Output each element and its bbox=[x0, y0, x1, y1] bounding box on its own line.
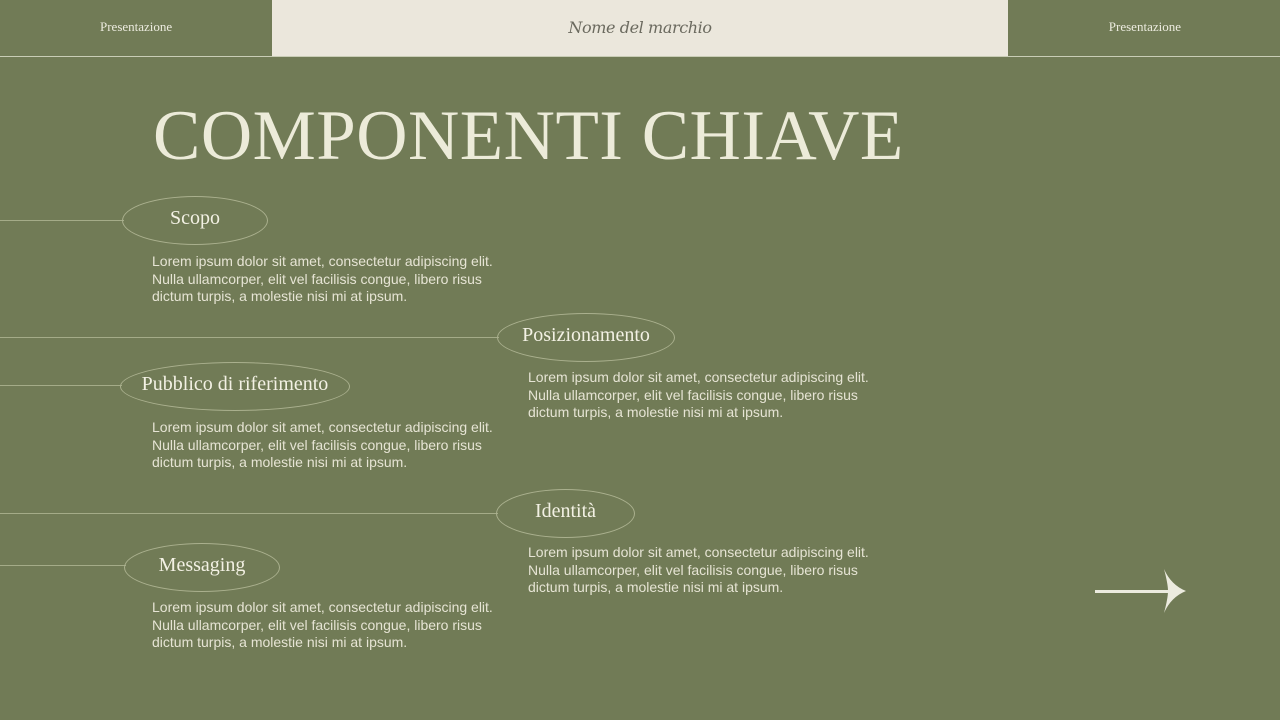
pill-messaging bbox=[124, 543, 280, 592]
connector-line-pubblico bbox=[0, 385, 122, 386]
connector-line-scopo bbox=[0, 220, 124, 221]
page-title: COMPONENTI CHIAVE bbox=[153, 97, 904, 175]
section-label-scopo: Scopo bbox=[170, 206, 220, 229]
section-label-posizionamento: Posizionamento bbox=[522, 323, 650, 346]
pill-scopo bbox=[122, 196, 268, 245]
brand-box bbox=[272, 0, 1008, 56]
section-text-identita: Lorem ipsum dolor sit amet, consectetur adipiscing elit. Nulla ullamcorper, elit vel facilisis congue, libero risus dictum turpis, a molestie nisi mi at ipsum. bbox=[528, 544, 869, 595]
pill-posizionamento bbox=[497, 313, 675, 362]
pill-pubblico bbox=[120, 362, 350, 411]
section-text-posizionamento: Lorem ipsum dolor sit amet, consectetur adipiscing elit. Nulla ullamcorper, elit vel facilisis congue, libero risus dictum turpis, a molestie nisi mi at ipsum. bbox=[528, 369, 869, 420]
connector-line-messaging bbox=[0, 565, 126, 566]
section-label-messaging: Messaging bbox=[158, 553, 246, 576]
section-text-pubblico: Lorem ipsum dolor sit amet, consectetur adipiscing elit. Nulla ullamcorper, elit vel facilisis congue, libero risus dictum turpis, a molestie nisi mi at ipsum. bbox=[152, 419, 493, 470]
arrow-right-icon bbox=[1094, 567, 1190, 615]
section-label-identita: Identità bbox=[534, 499, 597, 522]
section-text-messaging: Lorem ipsum dolor sit amet, consectetur adipiscing elit. Nulla ullamcorper, elit vel facilisis congue, libero risus dictum turpis, a molestie nisi mi at ipsum. bbox=[152, 599, 493, 650]
header-divider bbox=[0, 56, 1280, 57]
section-label-pubblico: Pubblico di riferimento bbox=[141, 372, 329, 395]
header-right-label: Presentazione bbox=[1108, 19, 1181, 34]
brand-name: Nome del marchio bbox=[568, 18, 712, 37]
pill-identita bbox=[496, 489, 635, 538]
header-bar bbox=[0, 0, 1280, 56]
header-left-label: Presentazione bbox=[100, 19, 173, 34]
section-text-scopo: Lorem ipsum dolor sit amet, consectetur adipiscing elit. Nulla ullamcorper, elit vel facilisis congue, libero risus dictum turpis, a molestie nisi mi at ipsum. bbox=[152, 253, 493, 304]
connector-line-identita bbox=[0, 513, 498, 514]
connector-line-posizionamento bbox=[0, 337, 499, 338]
